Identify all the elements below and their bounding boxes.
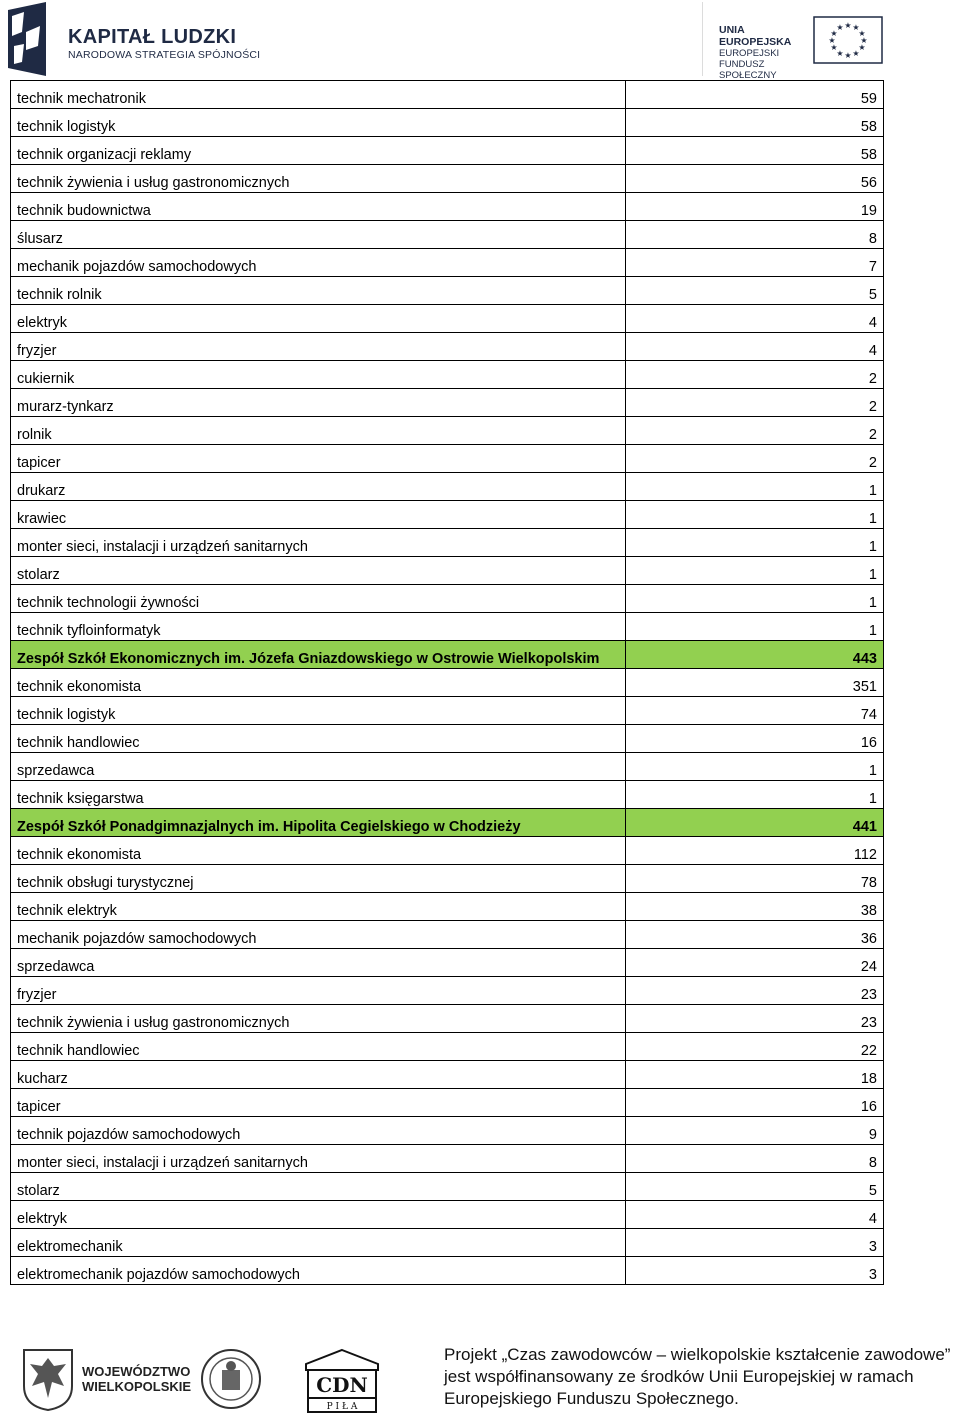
wielkopolska-eagle-icon: [20, 1346, 76, 1412]
student-count-cell: 1: [626, 501, 884, 529]
student-count-cell: 8: [626, 1145, 884, 1173]
student-count-cell: 5: [626, 1173, 884, 1201]
student-count-cell: 351: [626, 669, 884, 697]
profession-name-cell: mechanik pojazdów samochodowych: [11, 921, 626, 949]
svg-text:★: ★: [830, 29, 838, 38]
profession-name-cell: monter sieci, instalacji i urządzeń sanitarnych: [11, 1145, 626, 1173]
profession-name-cell: tapicer: [11, 1089, 626, 1117]
table-row: [11, 109, 884, 137]
profession-name-cell: elektryk: [11, 305, 626, 333]
profession-name-cell: fryzjer: [11, 333, 626, 361]
profession-name-cell: technik ekonomista: [11, 837, 626, 865]
table-row: [11, 305, 884, 333]
profession-name-cell: technik żywienia i usług gastronomicznych: [11, 1005, 626, 1033]
kapital-ludzki-wordmark: [68, 26, 260, 62]
student-count-cell: 1: [626, 781, 884, 809]
table-row: [11, 753, 884, 781]
student-count-cell: 74: [626, 697, 884, 725]
student-count-cell: 24: [626, 949, 884, 977]
table-row: [11, 1005, 884, 1033]
profession-name-cell: technik handlowiec: [11, 1033, 626, 1061]
school-group-row: [11, 641, 884, 669]
project-funding-note: [444, 1344, 951, 1410]
university-seal-icon: [200, 1346, 262, 1412]
svg-text:★: ★: [844, 21, 852, 30]
table-row: [11, 613, 884, 641]
table-row: [11, 1173, 884, 1201]
profession-name-cell: technik obsługi turystycznej: [11, 865, 626, 893]
table-row: [11, 277, 884, 305]
svg-text:★: ★: [836, 23, 844, 32]
student-count-cell: 19: [626, 193, 884, 221]
student-count-cell: 1: [626, 557, 884, 585]
profession-name-cell: fryzjer: [11, 977, 626, 1005]
profession-name-cell: sprzedawca: [11, 949, 626, 977]
kapital-ludzki-subtitle: NARODOWA STRATEGIA SPÓJNOŚCI: [68, 49, 261, 61]
table-row: [11, 585, 884, 613]
profession-name-cell: elektromechanik pojazdów samochodowych: [11, 1257, 626, 1285]
svg-text:★: ★: [836, 49, 844, 58]
table-row: [11, 333, 884, 361]
student-count-cell: 2: [626, 445, 884, 473]
student-count-cell: 23: [626, 1005, 884, 1033]
svg-text:★: ★: [858, 29, 866, 38]
table-row: [11, 417, 884, 445]
student-count-cell: 59: [626, 81, 884, 109]
table-row: [11, 473, 884, 501]
profession-name-cell: monter sieci, instalacji i urządzeń sanitarnych: [11, 529, 626, 557]
table-row: [11, 249, 884, 277]
student-count-cell: 16: [626, 725, 884, 753]
svg-text:★: ★: [852, 23, 860, 32]
table-row: [11, 949, 884, 977]
profession-name-cell: cukiernik: [11, 361, 626, 389]
eu-line-1: UNIA EUROPEJSKA: [719, 24, 792, 48]
student-count-cell: 1: [626, 473, 884, 501]
student-count-cell: 38: [626, 893, 884, 921]
profession-name-cell: technik elektryk: [11, 893, 626, 921]
svg-text:★: ★: [844, 51, 852, 60]
eu-line-3: FUNDUSZ SPOŁECZNY: [719, 59, 777, 81]
profession-name-cell: technik żywienia i usług gastronomicznych: [11, 165, 626, 193]
student-count-cell: 22: [626, 1033, 884, 1061]
student-count-cell: 9: [626, 1117, 884, 1145]
profession-name-cell: technik pojazdów samochodowych: [11, 1117, 626, 1145]
profession-name-cell: technik tyfloinformatyk: [11, 613, 626, 641]
student-count-cell: 2: [626, 361, 884, 389]
table-row: [11, 389, 884, 417]
table-row: [11, 837, 884, 865]
student-count-cell: 1: [626, 613, 884, 641]
student-count-cell: 4: [626, 333, 884, 361]
table-row: [11, 697, 884, 725]
profession-name-cell: elektryk: [11, 1201, 626, 1229]
table-row: [11, 445, 884, 473]
profession-name-cell: sprzedawca: [11, 753, 626, 781]
student-count-cell: 23: [626, 977, 884, 1005]
svg-text:★: ★: [830, 43, 838, 52]
cdn-logo-icon: [302, 1348, 382, 1414]
table-row: [11, 893, 884, 921]
professions-table-body: [11, 81, 884, 1285]
student-count-cell: 1: [626, 753, 884, 781]
table-row: [11, 81, 884, 109]
student-count-cell: 18: [626, 1061, 884, 1089]
cdn-logo-subtext: P I Ł A: [326, 1402, 358, 1412]
table-row: [11, 557, 884, 585]
profession-name-cell: technik rolnik: [11, 277, 626, 305]
profession-name-cell: technik organizacji reklamy: [11, 137, 626, 165]
eu-line-2: EUROPEJSKI: [719, 48, 780, 59]
page-number-label: [914, 1180, 960, 1295]
student-count-cell: 5: [626, 277, 884, 305]
student-count-cell: 56: [626, 165, 884, 193]
table-row: [11, 865, 884, 893]
profession-name-cell: technik logistyk: [11, 109, 626, 137]
profession-name-cell: krawiec: [11, 501, 626, 529]
profession-name-cell: technik księgarstwa: [11, 781, 626, 809]
profession-name-cell: tapicer: [11, 445, 626, 473]
student-count-cell: 16: [626, 1089, 884, 1117]
profession-name-cell: technik budownictwa: [11, 193, 626, 221]
table-row: [11, 781, 884, 809]
student-count-cell: 3: [626, 1229, 884, 1257]
wojewodztwo-line-1: WOJEWÓDZTWO: [82, 1364, 191, 1379]
kapital-ludzki-title: KAPITAŁ LUDZKI: [68, 26, 237, 48]
table-row: [11, 1201, 884, 1229]
profession-name-cell: drukarz: [11, 473, 626, 501]
kapital-ludzki-logo-icon: [4, 2, 50, 76]
student-count-cell: 1: [626, 529, 884, 557]
student-count-cell: 7: [626, 249, 884, 277]
student-count-cell: 4: [626, 1201, 884, 1229]
eu-flag-icon: [813, 16, 883, 64]
school-name-cell: Zespół Szkół Ponadgimnazjalnych im. Hipolita Cegielskiego w Chodzieży: [11, 809, 626, 837]
school-name-cell: Zespół Szkół Ekonomicznych im. Józefa Gniazdowskiego w Ostrowie Wielkopolskim: [11, 641, 626, 669]
profession-name-cell: stolarz: [11, 1173, 626, 1201]
table-row: [11, 1117, 884, 1145]
svg-text:★: ★: [858, 43, 866, 52]
table-row: [11, 669, 884, 697]
svg-text:★: ★: [860, 36, 868, 45]
student-count-cell: 58: [626, 109, 884, 137]
table-row: [11, 529, 884, 557]
table-row: [11, 1033, 884, 1061]
profession-name-cell: ślusarz: [11, 221, 626, 249]
table-row: [11, 193, 884, 221]
profession-name-cell: elektromechanik: [11, 1229, 626, 1257]
project-note-line-1: Projekt „Czas zawodowców – wielkopolskie kształcenie zawodowe”: [444, 1345, 951, 1364]
table-row: [11, 1257, 884, 1285]
table-row: [11, 725, 884, 753]
school-group-row: [11, 809, 884, 837]
project-note-line-2: jest współfinansowany ze środków Unii Europejskiej w ramach: [444, 1367, 914, 1386]
table-row: [11, 977, 884, 1005]
profession-name-cell: stolarz: [11, 557, 626, 585]
profession-name-cell: rolnik: [11, 417, 626, 445]
student-count-cell: 8: [626, 221, 884, 249]
table-row: [11, 1061, 884, 1089]
table-row: [11, 221, 884, 249]
profession-name-cell: technik logistyk: [11, 697, 626, 725]
table-row: [11, 165, 884, 193]
school-total-cell: 443: [626, 641, 884, 669]
project-note-line-3: Europejskiego Funduszu Społecznego.: [444, 1389, 739, 1408]
profession-name-cell: technik handlowiec: [11, 725, 626, 753]
student-count-cell: 4: [626, 305, 884, 333]
student-count-cell: 2: [626, 417, 884, 445]
school-total-cell: 441: [626, 809, 884, 837]
page-header: [0, 0, 960, 80]
eu-logo: [702, 2, 895, 81]
table-row: [11, 137, 884, 165]
profession-name-cell: murarz-tynkarz: [11, 389, 626, 417]
student-count-cell: 58: [626, 137, 884, 165]
page-footer: [0, 1340, 960, 1418]
profession-name-cell: mechanik pojazdów samochodowych: [11, 249, 626, 277]
table-row: [11, 921, 884, 949]
student-count-cell: 3: [626, 1257, 884, 1285]
student-count-cell: 2: [626, 389, 884, 417]
wojewodztwo-line-2: WIELKOPOLSKIE: [82, 1379, 192, 1394]
table-row: [11, 361, 884, 389]
svg-text:★: ★: [852, 49, 860, 58]
profession-name-cell: technik mechatronik: [11, 81, 626, 109]
student-count-cell: 36: [626, 921, 884, 949]
table-row: [11, 1089, 884, 1117]
cdn-logo-text: CDN: [316, 1373, 368, 1397]
profession-name-cell: technik technologii żywności: [11, 585, 626, 613]
wojewodztwo-wordmark: [82, 1364, 191, 1394]
student-count-cell: 1: [626, 585, 884, 613]
table-row: [11, 1229, 884, 1257]
student-count-cell: 78: [626, 865, 884, 893]
table-row: [11, 501, 884, 529]
student-count-cell: 112: [626, 837, 884, 865]
svg-text:★: ★: [828, 36, 836, 45]
eu-wordmark: [719, 24, 813, 81]
professions-table: [10, 80, 884, 1285]
profession-name-cell: technik ekonomista: [11, 669, 626, 697]
profession-name-cell: kucharz: [11, 1061, 626, 1089]
table-row: [11, 1145, 884, 1173]
